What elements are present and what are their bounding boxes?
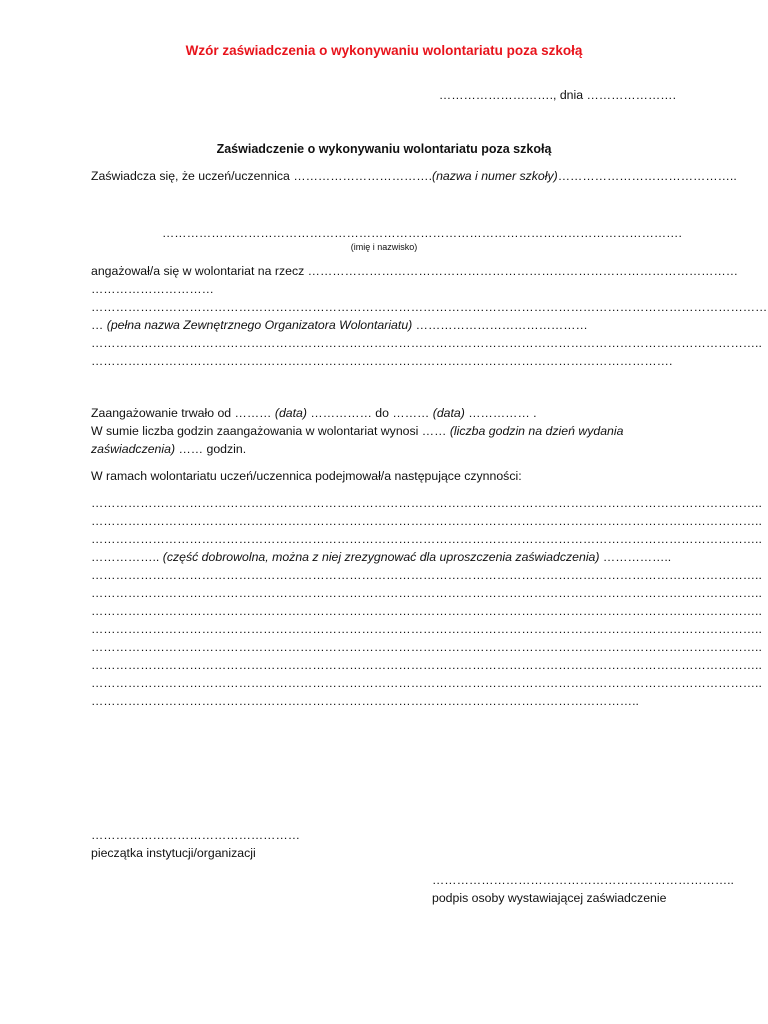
optional-part-line bbox=[91, 548, 671, 566]
hours-hint: zaświadczenia) bbox=[91, 442, 176, 456]
activity-line-last: …………………………………………………………………………………………………………………….. bbox=[91, 694, 639, 708]
duration-line bbox=[91, 404, 537, 422]
optional-dots-after: …………….. bbox=[599, 550, 672, 564]
engaged-line-2: ………………………… bbox=[91, 282, 214, 296]
hours-text: W sumie liczba godzin zaangażowania w wolontariat wynosi …… bbox=[91, 424, 450, 438]
optional-hint: (część dobrowolna, można z niej zrezygnować dla uproszczenia zaświadczenia) bbox=[162, 550, 600, 564]
activity-line: ……………………………………………………………………………………………………………………………………………….. bbox=[91, 622, 762, 636]
activities-intro: W ramach wolontariatu uczeń/uczennica podejmował/a następujące czynności: bbox=[91, 469, 522, 483]
stamp-label: pieczątka instytucji/organizacji bbox=[91, 846, 256, 860]
organizer-hint: (pełna nazwa Zewnętrznego Organizatora Wolontariatu) bbox=[106, 318, 413, 332]
stamp-dots: …………………………………………… bbox=[91, 828, 301, 842]
intro-paragraph bbox=[91, 167, 737, 185]
dots-line: ………………………………………………………………………………………………………………………………………………… bbox=[91, 300, 768, 314]
organizer-line bbox=[91, 316, 588, 334]
school-name-hint: (nazwa i numer szkoły) bbox=[432, 169, 558, 183]
student-name-line: ………………………………………………………………………………………………………………. bbox=[162, 226, 682, 240]
intro-text: Zaświadcza się, że uczeń/uczennica ……………………………. bbox=[91, 169, 432, 183]
duration-text: …………… do ……… bbox=[306, 406, 433, 420]
activity-line: ……………………………………………………………………………………………………………………………………………….. bbox=[91, 586, 762, 600]
signature-dots: ……………………………………………………………….. bbox=[432, 873, 734, 887]
date-hint: (data) bbox=[432, 406, 465, 420]
organizer-dots-after: …………………………………… bbox=[412, 318, 588, 332]
engaged-line-1: angażował/a się w wolontariat na rzecz …………………………………………………………………………………………… bbox=[91, 264, 739, 278]
duration-text: …………… . bbox=[464, 406, 537, 420]
duration-text: Zaangażowanie trwało od ……… bbox=[91, 406, 275, 420]
activity-line: ……………………………………………………………………………………………………………………………………………….. bbox=[91, 568, 762, 582]
activity-line: ……………………………………………………………………………………………………………………………………………….. bbox=[91, 514, 762, 528]
optional-dots-before: …………….. bbox=[91, 550, 163, 564]
document-title: Wzór zaświadczenia o wykonywaniu wolontariatu poza szkołą bbox=[185, 43, 583, 58]
activity-line: ……………………………………………………………………………………………………………………………………………….. bbox=[91, 532, 762, 546]
activity-line: ……………………………………………………………………………………………………………………………………………….. bbox=[91, 496, 762, 510]
date-hint: (data) bbox=[274, 406, 307, 420]
place-date-line: ………………………., dnia …………………. bbox=[438, 88, 676, 102]
hours-hint: (liczba godzin na dzień wydania bbox=[449, 424, 624, 438]
signature-label: podpis osoby wystawiającej zaświadczenie bbox=[432, 891, 667, 905]
activity-line: ……………………………………………………………………………………………………………………………………………….. bbox=[91, 658, 762, 672]
intro-dots: …………………………………….. bbox=[557, 169, 737, 183]
activity-line: ……………………………………………………………………………………………………………………………………………….. bbox=[91, 640, 762, 654]
dots-line: ……………………………………………………………………………………………………………………………………………….. bbox=[91, 336, 762, 350]
hours-line-1 bbox=[91, 422, 623, 440]
certificate-heading: Zaświadczenie o wykonywaniu wolontariatu poza szkołą bbox=[216, 142, 552, 156]
hours-text: …… godzin. bbox=[175, 442, 247, 456]
dots-line: ……………………………………………………………………………………………………………………………. bbox=[91, 354, 673, 368]
student-name-caption: (imię i nazwisko) bbox=[350, 242, 418, 252]
organizer-dots-before: … bbox=[91, 318, 107, 332]
hours-line-2 bbox=[91, 440, 246, 458]
activity-line: ……………………………………………………………………………………………………………………………………………….. bbox=[91, 604, 762, 618]
activity-line: ……………………………………………………………………………………………………………………………………………….. bbox=[91, 676, 762, 690]
